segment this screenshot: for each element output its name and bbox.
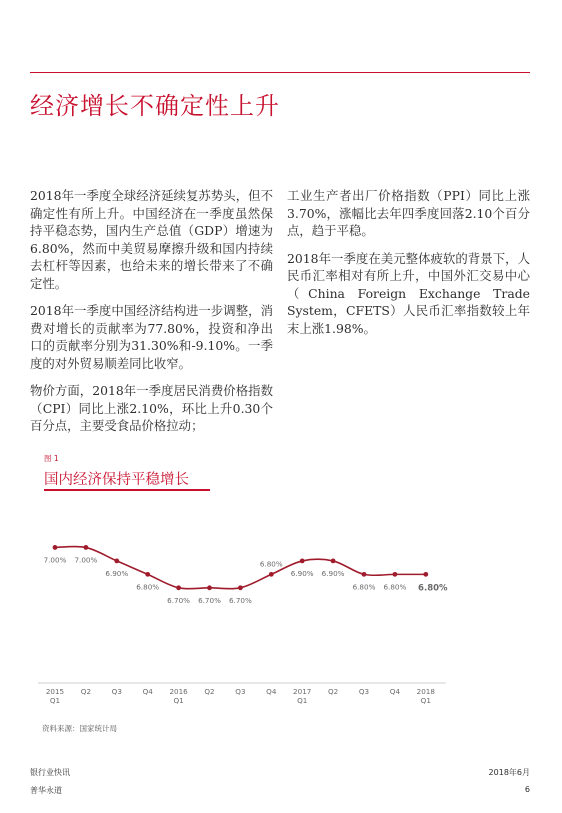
data-point (114, 559, 119, 564)
data-point (207, 585, 212, 590)
figure-source: 资料来源：国家统计局 (42, 724, 117, 733)
page-title: 经济增长不确定性上升 (30, 92, 280, 120)
x-tick-label: Q2 (327, 687, 339, 696)
data-label: 6.70% (198, 595, 221, 605)
x-tick-label: 2015 (45, 687, 65, 696)
data-label: 6.80% (259, 559, 283, 569)
x-tick-label: Q1 (297, 696, 308, 705)
paragraph: 2018年一季度在美元整体疲软的背景下，人民币汇率相对有所上升，中国外汇交易中心（China Foreign Exchange Trade System，CFETS）人民币汇率指数较上年末上涨1.98%。 (287, 250, 530, 336)
title-rule (30, 72, 530, 73)
paragraph: 2018年一季度全球经济延续复苏势头，但不确定性有所上升。中国经济在一季度虽然保持平稳态势，国内生产总值（GDP）增速为6.80%，然而中美贸易摩擦升级和国内持续去杠杆等因素，也给未来的增长带来了不确定性。 (30, 188, 273, 291)
data-point (53, 545, 58, 550)
data-label: 6.90% (321, 568, 345, 578)
data-point (145, 572, 150, 577)
x-tick-label: Q3 (111, 687, 122, 696)
x-tick-label: Q3 (235, 687, 246, 696)
data-label: 6.80% (352, 582, 376, 592)
x-tick-label: Q4 (266, 687, 277, 696)
paragraph: 物价方面，2018年一季度居民消费价格指数（CPI）同比上涨2.10%，环比上升0.30个百分点，主要受食品价格拉动； (30, 383, 273, 433)
data-point (331, 559, 336, 564)
figure-title-rule (44, 489, 210, 491)
right-column (287, 187, 530, 347)
x-tick-label: 2017 (293, 687, 312, 696)
x-tick-label: Q4 (389, 687, 401, 696)
x-tick-label: Q1 (173, 696, 184, 705)
data-point (238, 585, 243, 590)
x-tick-label: Q3 (358, 687, 370, 696)
data-label: 6.80% (383, 582, 407, 592)
footer-company: 普华永道 (30, 786, 62, 795)
data-label: 6.70% (167, 595, 191, 605)
paragraph: 工业生产者出厂价格指数（PPI）同比上涨3.70%，涨幅比去年四季度回落2.10个百分点，趋于平稳。 (287, 188, 530, 238)
x-tick-label: Q1 (420, 696, 431, 705)
data-label: 6.80% (136, 582, 160, 592)
x-tick-label: 2016 (169, 687, 188, 696)
gdp-growth-line-chart (30, 500, 460, 715)
data-label: 6.90% (290, 568, 314, 578)
x-tick-label: Q1 (49, 696, 61, 705)
data-point (362, 572, 367, 577)
paragraph: 2018年一季度中国经济结构进一步调整，消费对增长的贡献率为77.80%，投资和净出口的贡献率分别为31.30%和-9.10%。一季度的对外贸易顺差同比收窄。 (30, 303, 273, 371)
figure-label: 图 1 (44, 454, 59, 463)
figure-title: 国内经济保持平稳增长 (44, 472, 189, 488)
data-point (393, 572, 398, 577)
footer-publication: 银行业快讯 (30, 768, 70, 777)
data-point (269, 572, 274, 577)
data-label: 6.80% (418, 583, 448, 594)
data-label: 7.00% (43, 555, 67, 565)
x-tick-label: Q2 (204, 687, 215, 696)
left-column (30, 187, 273, 445)
x-tick-label: Q4 (142, 687, 153, 696)
data-point (423, 572, 428, 577)
data-label: 7.00% (74, 555, 98, 565)
footer-date: 2018年6月 (488, 768, 530, 777)
data-label: 6.70% (228, 595, 252, 605)
data-point (176, 585, 181, 590)
page-number: 6 (524, 785, 530, 794)
data-label: 6.90% (105, 568, 129, 578)
x-tick-label: 2018 (416, 687, 435, 696)
data-point (84, 545, 89, 550)
x-tick-label: Q2 (80, 687, 92, 696)
data-point (300, 559, 305, 564)
